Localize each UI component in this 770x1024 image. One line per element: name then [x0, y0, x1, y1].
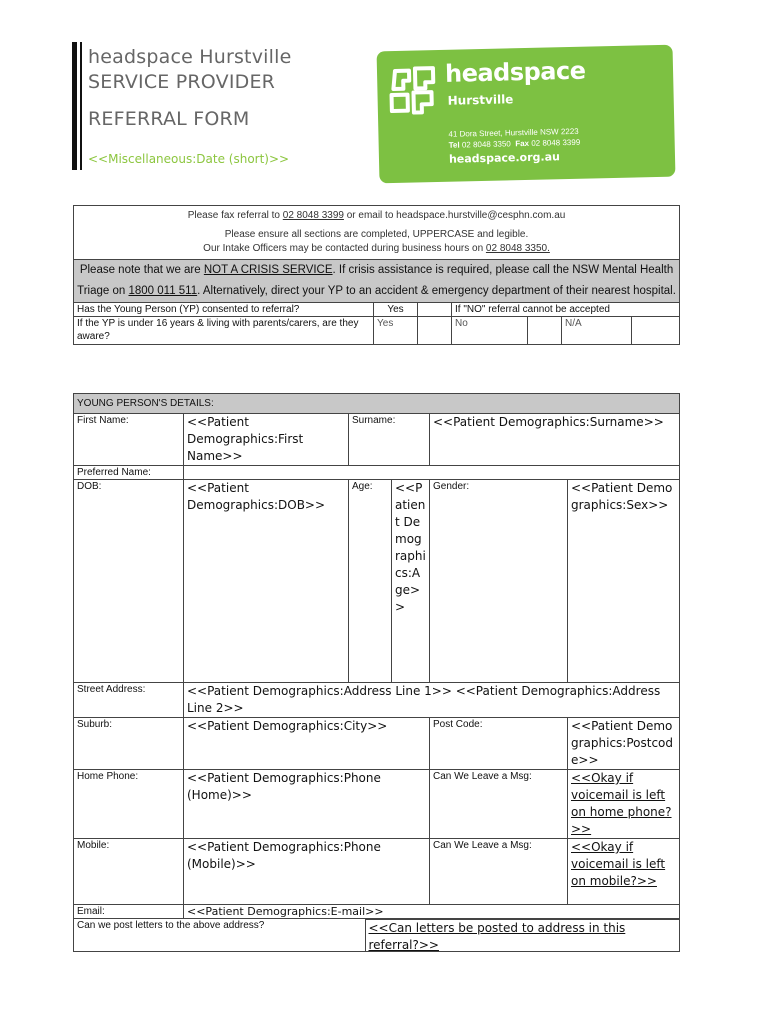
post-letters-field[interactable]: <<Can letters be posted to address in this referral?>> — [365, 919, 680, 951]
logo-fax-label: Fax — [515, 138, 530, 149]
surname-label: Surname: — [349, 414, 430, 466]
home-phone-field[interactable]: <<Patient Demographics:Phone (Home)>> — [184, 770, 430, 839]
header-title-line2: SERVICE PROVIDER — [88, 71, 276, 93]
date-field: <<Miscellaneous:Date (short)>> — [88, 152, 290, 166]
logo-address: 41 Dora Street, Hurstville NSW 2223 — [448, 126, 579, 139]
headspace-mark-icon — [385, 62, 442, 119]
mobile-msg-field[interactable]: <<Okay if voicemail is left on mobile?>> — [568, 839, 680, 905]
header-rule-thick — [72, 42, 77, 170]
dob-label: DOB: — [74, 480, 184, 683]
logo-phone-line — [449, 138, 581, 150]
preferred-name-field[interactable] — [184, 466, 680, 480]
logo-website: headspace.org.au — [448, 150, 561, 166]
consent-question: Has the Young Person (YP) consented to referral? — [74, 303, 374, 317]
notice-cell — [74, 206, 680, 260]
young-person-section-title: YOUNG PERSON'S DETAILS: — [74, 394, 680, 414]
mobile-label: Mobile: — [74, 839, 184, 905]
age-label: Age: — [349, 480, 392, 683]
triage-phone: 1800 011 511 — [128, 285, 198, 297]
headspace-logo-card — [377, 45, 676, 184]
logo-fax: 02 8048 3399 — [531, 137, 581, 148]
header-title-line1: headspace Hurstville — [88, 46, 292, 68]
home-phone-label: Home Phone: — [74, 770, 184, 839]
suburb-field[interactable]: <<Patient Demographics:City>> — [184, 718, 430, 770]
home-msg-label: Can We Leave a Msg: — [430, 770, 568, 839]
under16-na-box[interactable] — [632, 317, 680, 345]
young-person-table — [73, 393, 680, 952]
street-address-field[interactable]: <<Patient Demographics:Address Line 1>> <<Patient Demographics:Address Line 2>> — [184, 683, 680, 718]
preferred-name-label: Preferred Name: — [74, 466, 184, 480]
fax-instruction: Please fax referral to 02 8048 3399 or email to headspace.hurstville@cesphn.com.au — [187, 210, 566, 221]
under16-no-label: No — [452, 317, 528, 345]
logo-tel-label: Tel — [448, 140, 460, 150]
surname-field[interactable]: <<Patient Demographics:Surname>> — [430, 414, 680, 466]
first-name-field[interactable]: <<Patient Demographics:First Name>> — [184, 414, 349, 466]
mobile-field[interactable]: <<Patient Demographics:Phone (Mobile)>> — [184, 839, 430, 905]
under16-na-label: N/A — [562, 317, 632, 345]
fax-number: 02 8048 3399 — [282, 210, 344, 221]
under16-yes-box[interactable] — [418, 317, 452, 345]
logo-tel: 02 8048 3350 — [461, 139, 511, 150]
suburb-label: Suburb: — [74, 718, 184, 770]
consent-no-note: If "NO" referral cannot be accepted — [452, 303, 680, 317]
postcode-label: Post Code: — [430, 718, 568, 770]
header-title-line3: REFERRAL FORM — [88, 108, 250, 130]
intake-phone: 02 8048 3350. — [485, 243, 550, 254]
under16-yes-label: Yes — [374, 317, 418, 345]
first-name-label: First Name: — [74, 414, 184, 466]
ensure-instruction: Please ensure all sections are completed, UPPERCASE and legible. — [224, 229, 529, 240]
email-field[interactable]: <<Patient Demographics:E-mail>> — [184, 905, 680, 919]
referral-notice-table — [73, 205, 680, 345]
intake-instruction: Our Intake Officers may be contacted during business hours on 02 8048 3350. — [203, 243, 550, 254]
post-letters-cell — [368, 919, 680, 952]
mobile-msg-label: Can We Leave a Msg: — [430, 839, 568, 905]
logo-location: Hurstville — [447, 92, 514, 108]
consent-yes-box[interactable] — [418, 303, 452, 317]
home-msg-field[interactable]: <<Okay if voicemail is left on home phone?>> — [568, 770, 680, 839]
postcode-field[interactable]: <<Patient Demographics:Postcode>> — [568, 718, 680, 770]
crisis-notice: Please note that we are NOT A CRISIS SERVICE. If crisis assistance is required, please call the NSW Mental Health Triage on 1800 011 511. Alternatively, direct your YP to an accident & emergency department of their nearest hospital. — [74, 260, 680, 303]
gender-field[interactable]: <<Patient Demographics:Sex>> — [568, 480, 680, 683]
street-address-label: Street Address: — [74, 683, 184, 718]
header-rule-thin — [80, 42, 82, 170]
email-label: Email: — [74, 905, 184, 919]
age-field[interactable]: <<Patient Demographics:Age>> — [392, 480, 430, 683]
under16-no-box[interactable] — [528, 317, 562, 345]
gender-label: Gender: — [430, 480, 568, 683]
dob-field[interactable]: <<Patient Demographics:DOB>> — [184, 480, 349, 683]
not-crisis-service: NOT A CRISIS SERVICE — [203, 264, 333, 276]
under16-question: If the YP is under 16 years & living with parents/carers, are they aware? — [74, 317, 374, 345]
post-letters-label: Can we post letters to the above address? — [74, 919, 392, 952]
logo-brand: headspace — [444, 56, 586, 88]
consent-yes-label: Yes — [374, 303, 418, 317]
